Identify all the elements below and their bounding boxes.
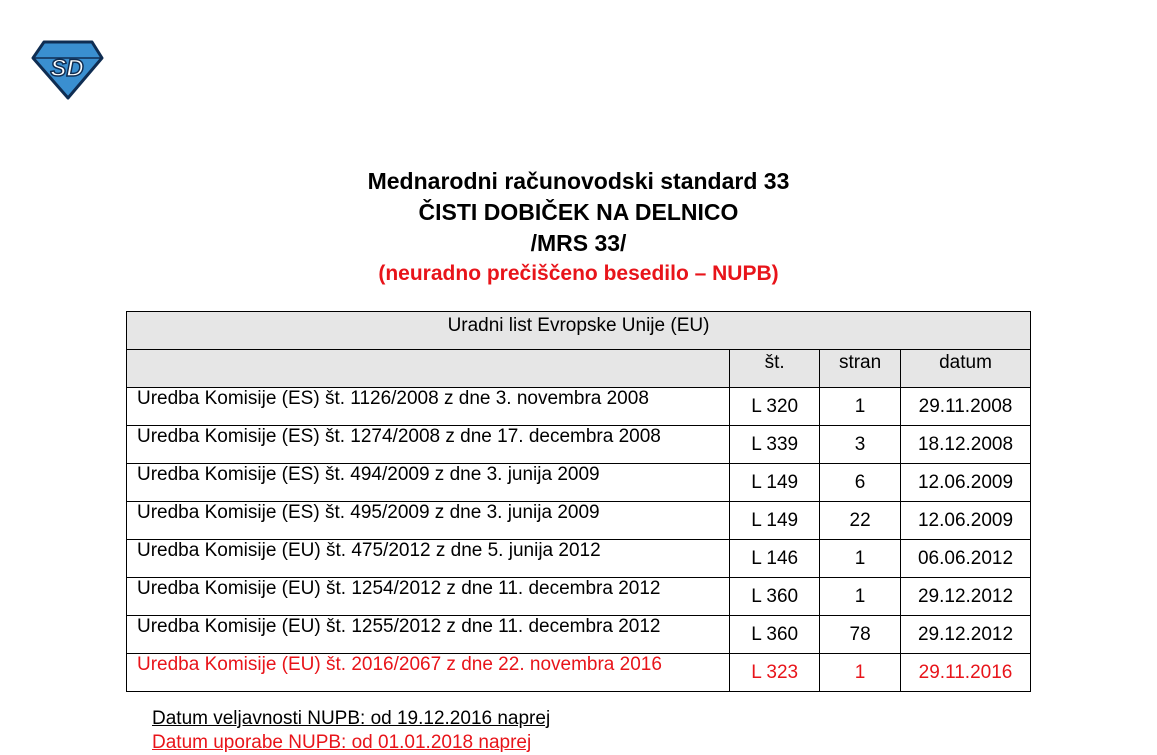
- title-line-3: /MRS 33/: [530, 230, 627, 256]
- title-line-2: ČISTI DOBIČEK NA DELNICO: [418, 199, 739, 225]
- row-page: 3: [820, 426, 901, 464]
- logo-text: SD: [50, 55, 84, 82]
- table-row: [127, 616, 1031, 654]
- footer-notes: [152, 707, 550, 755]
- row-date: 12.06.2009: [901, 502, 1031, 540]
- row-date: 29.11.2016: [901, 654, 1031, 692]
- row-number: L 323: [730, 654, 820, 692]
- table-header: Uradni list Evropske Unije (EU): [127, 312, 1031, 350]
- row-page: 1: [820, 654, 901, 692]
- row-number: L 360: [730, 616, 820, 654]
- row-number: L 360: [730, 578, 820, 616]
- subtitle: (neuradno prečiščeno besedilo – NUPB): [378, 262, 779, 285]
- row-date: 12.06.2009: [901, 464, 1031, 502]
- column-header-date: datum: [901, 350, 1031, 388]
- table-row: [127, 426, 1031, 464]
- row-description: Uredba Komisije (ES) št. 1274/2008 z dne 17. decembra 2008: [127, 426, 730, 464]
- table-row: [127, 502, 1031, 540]
- row-page: 1: [820, 578, 901, 616]
- table-header-row: [127, 312, 1031, 350]
- logo-icon: [30, 40, 104, 100]
- row-date: 29.12.2012: [901, 578, 1031, 616]
- row-page: 1: [820, 540, 901, 578]
- row-description: Uredba Komisije (ES) št. 495/2009 z dne 3. junija 2009: [127, 502, 730, 540]
- row-date: 29.12.2012: [901, 616, 1031, 654]
- row-date: 18.12.2008: [901, 426, 1031, 464]
- row-description: Uredba Komisije (EU) št. 1255/2012 z dne 11. decembra 2012: [127, 616, 730, 654]
- regulations-table: [126, 311, 1031, 692]
- validity-date-note: Datum veljavnosti NUPB: od 19.12.2016 naprej: [152, 708, 551, 729]
- row-number: L 339: [730, 426, 820, 464]
- table-row: [127, 388, 1031, 426]
- column-header-blank: [127, 350, 730, 388]
- use-date-note: Datum uporabe NUPB: od 01.01.2018 naprej: [152, 732, 532, 753]
- title-block: [0, 166, 1157, 289]
- title-line-1: Mednarodni računovodski standard 33: [367, 168, 790, 194]
- column-header-number: št.: [730, 350, 820, 388]
- row-date: 06.06.2012: [901, 540, 1031, 578]
- table-row: [127, 464, 1031, 502]
- row-number: L 320: [730, 388, 820, 426]
- row-description: Uredba Komisije (EU) št. 2016/2067 z dne 22. novembra 2016: [127, 654, 730, 692]
- table-column-header-row: [127, 350, 1031, 388]
- row-page: 22: [820, 502, 901, 540]
- row-page: 1: [820, 388, 901, 426]
- table-row-highlighted: [127, 654, 1031, 692]
- row-number: L 146: [730, 540, 820, 578]
- row-page: 78: [820, 616, 901, 654]
- row-number: L 149: [730, 464, 820, 502]
- column-header-page: stran: [820, 350, 901, 388]
- row-description: Uredba Komisije (EU) št. 1254/2012 z dne 11. decembra 2012: [127, 578, 730, 616]
- row-page: 6: [820, 464, 901, 502]
- row-number: L 149: [730, 502, 820, 540]
- table-row: [127, 578, 1031, 616]
- row-description: Uredba Komisije (ES) št. 1126/2008 z dne 3. novembra 2008: [127, 388, 730, 426]
- row-description: Uredba Komisije (ES) št. 494/2009 z dne 3. junija 2009: [127, 464, 730, 502]
- table-row: [127, 540, 1031, 578]
- row-description: Uredba Komisije (EU) št. 475/2012 z dne 5. junija 2012: [127, 540, 730, 578]
- row-date: 29.11.2008: [901, 388, 1031, 426]
